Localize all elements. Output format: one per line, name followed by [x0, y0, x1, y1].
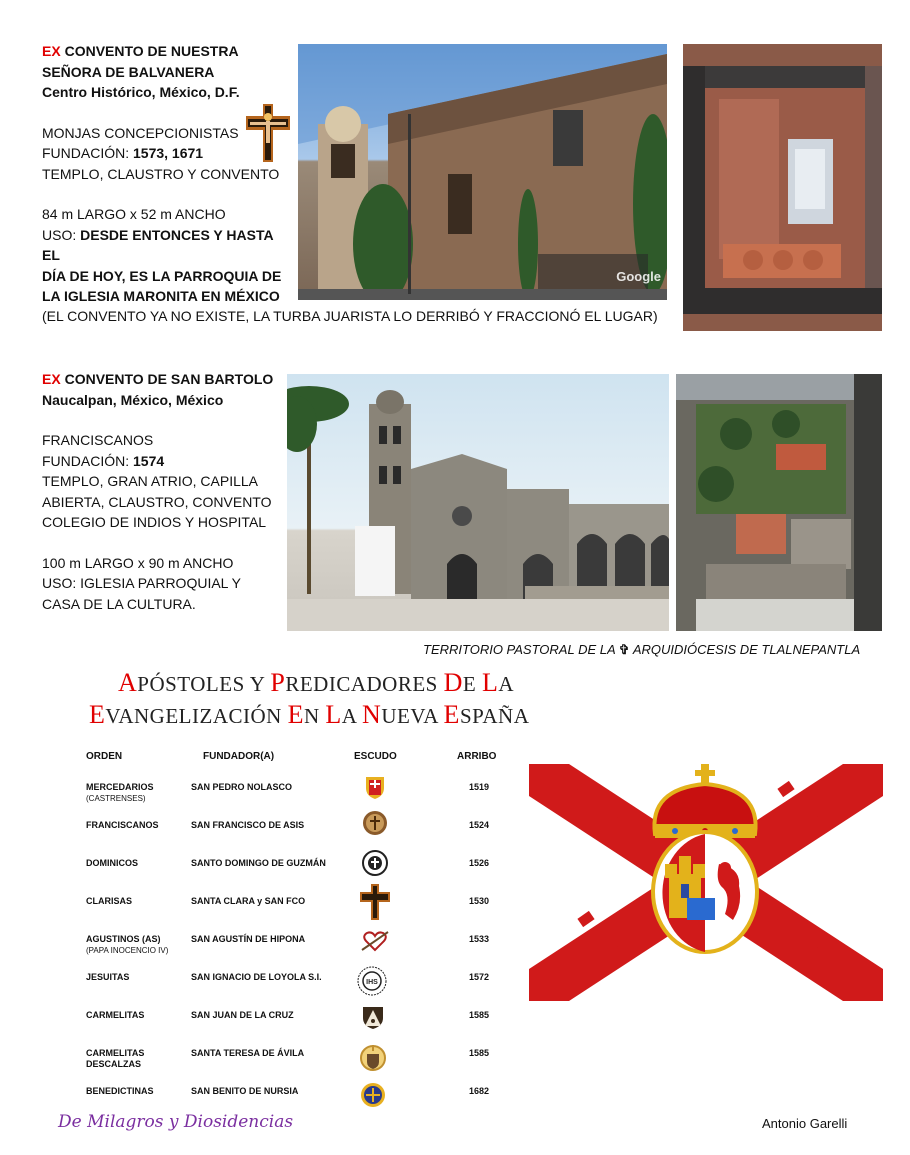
- table-row: [86, 1048, 144, 1070]
- drop-letter: E: [287, 700, 304, 729]
- fundador-cell: SANTO DOMINGO DE GUZMÁN: [191, 858, 326, 868]
- ex-prefix: EX: [42, 371, 61, 387]
- orden-cell: CARMELITAS: [86, 1010, 145, 1020]
- founding-value: 1573, 1671: [133, 145, 204, 161]
- google-watermark: Google: [616, 269, 661, 284]
- heading-word: SPAÑA: [459, 704, 530, 728]
- header-fundador: FUNDADOR(A): [203, 751, 275, 762]
- table-row: [86, 1010, 144, 1021]
- heading-word: N: [303, 704, 326, 728]
- heading-word: UEVA: [381, 704, 444, 728]
- arribo-cell: 1533: [469, 934, 490, 944]
- drop-letter: E: [443, 700, 460, 729]
- territory-after: ARQUIDIÓCESIS DE TLALNEPANTLA: [629, 642, 861, 657]
- use-label: USO:: [42, 226, 81, 243]
- carmelite-shield-icon: [360, 1004, 386, 1030]
- arribo-cell: 1585: [469, 1010, 490, 1020]
- fundador-cell: SANTA TERESA DE ÁVILA: [191, 1048, 305, 1058]
- section1-order: MONJAS CONCEPCIONISTAS: [42, 124, 239, 141]
- table-row: [86, 820, 159, 831]
- title-rest: CONVENTO DE SAN BARTOLO: [60, 371, 274, 387]
- use-line1: DESDE ENTONCES Y HASTA EL: [42, 226, 274, 263]
- drop-letter: D: [443, 668, 463, 697]
- section1-title-line2: SEÑORA DE BALVANERA: [42, 63, 215, 80]
- franciscan-seal-icon: [362, 810, 388, 836]
- drop-letter: L: [325, 700, 342, 729]
- section2-parts-line1: TEMPLO, GRAN ATRIO, CAPILLA: [42, 473, 259, 489]
- heading-word: E: [462, 672, 482, 696]
- arribo-cell: 1572: [469, 972, 490, 982]
- arribo-cell: 1526: [469, 858, 490, 868]
- fundador-cell: SAN BENITO DE NURSIA: [191, 1086, 299, 1096]
- arribo-cell: 1519: [469, 782, 490, 792]
- ex-prefix: EX: [42, 43, 61, 59]
- svg-text:IHS: IHS: [366, 979, 378, 986]
- orden-cell: BENEDICTINAS: [86, 1086, 154, 1096]
- heading-word: A: [498, 672, 515, 696]
- arribo-cell: 1524: [469, 820, 490, 830]
- header-arribo: ARRIBO: [457, 751, 497, 762]
- table-row: [86, 896, 132, 907]
- blog-signature: De Milagros y Diosidencias: [58, 1112, 294, 1132]
- orden-cell: DOMINICOS: [86, 858, 139, 868]
- balvanera-aerial-photo: [683, 44, 882, 331]
- heading-word: VANGELIZACIÓN: [105, 704, 288, 728]
- territory-before: TERRITORIO PASTORAL DE LA: [423, 642, 619, 657]
- fundador-cell: SAN JUAN DE LA CRUZ: [191, 1010, 294, 1020]
- drop-letter: A: [118, 668, 138, 697]
- heading-word: A: [341, 704, 363, 728]
- castile-leon-shield-icon: [653, 832, 757, 952]
- section1-parts: TEMPLO, CLAUSTRO Y CONVENTO: [42, 165, 280, 182]
- fundador-cell: SAN AGUSTÍN DE HIPONA: [191, 934, 306, 944]
- drop-letter: P: [270, 668, 286, 697]
- section1-location: Centro Histórico, México, D.F.: [42, 84, 240, 100]
- table-row: [86, 858, 138, 869]
- orden-cell: CLARISAS: [86, 896, 133, 906]
- arribo-cell: 1585: [469, 1048, 490, 1058]
- orden-sub: (CASTRENSES): [86, 794, 146, 803]
- benedictine-medal-icon: [360, 1082, 386, 1108]
- cross-of-burgundy-flag: [529, 764, 883, 1001]
- table-row: [86, 934, 168, 956]
- section2-use-line1: USO: IGLESIA PARROQUIAL Y: [42, 575, 241, 591]
- orden-sub: (PAPA INOCENCIO IV): [86, 946, 169, 955]
- drop-letter: N: [362, 700, 382, 729]
- orden-sub: DESCALZAS: [86, 1059, 142, 1069]
- section1-use-line3: LA IGLESIA MARONITA EN MÉXICO: [42, 288, 280, 304]
- fundador-cell: SAN IGNACIO DE LOYOLA S.I.: [191, 972, 322, 982]
- orden-cell: FRANCISCANOS: [86, 820, 159, 830]
- header-orden: ORDEN: [86, 751, 123, 762]
- jesuit-ihs-icon: [357, 966, 387, 996]
- orden-cell: MERCEDARIOS: [86, 782, 154, 792]
- section1-size: 84 m LARGO x 52 m ANCHO: [42, 206, 226, 222]
- section2-parts-line3: COLEGIO DE INDIOS Y HOSPITAL: [42, 514, 267, 530]
- table-row: [86, 972, 129, 983]
- augustinian-heart-icon: [360, 928, 390, 954]
- drop-letter: L: [481, 668, 499, 697]
- section2-parts-line2: ABIERTA, CLAUSTRO, CONVENTO: [42, 493, 272, 510]
- author-name: Antonio Garelli: [762, 1116, 848, 1131]
- title-rest: CONVENTO DE NUESTRA: [60, 43, 239, 59]
- fundador-cell: SAN PEDRO NOLASCO: [191, 782, 293, 792]
- header-escudo: ESCUDO: [354, 751, 397, 762]
- table-row: [86, 782, 154, 804]
- san-damiano-cross-icon: [360, 884, 390, 920]
- san-bartolo-aerial-photo: [676, 374, 882, 631]
- heading-word: REDICADORES: [285, 672, 444, 696]
- section2-size: 100 m LARGO x 90 m ANCHO: [42, 554, 234, 571]
- arribo-cell: 1682: [469, 1086, 490, 1096]
- dominican-seal-icon: [362, 850, 388, 876]
- orden-cell: JESUITAS: [86, 972, 130, 982]
- section2-use-line2: CASA DE LA CULTURA.: [42, 595, 196, 612]
- founding-label: FUNDACIÓN:: [42, 145, 133, 161]
- section1-use-line2: DÍA DE HOY, ES LA PARROQUIA DE: [42, 267, 282, 284]
- founding-label: FUNDACIÓN:: [42, 452, 133, 469]
- fundador-cell: SAN FRANCISCO DE ASIS: [191, 820, 305, 830]
- table-row: [86, 1086, 154, 1097]
- section1-note: (EL CONVENTO YA NO EXISTE, LA TURBA JUARISTA LO DERRIBÓ Y FRACCIONÓ EL LUGAR): [42, 308, 658, 324]
- founding-value: 1574: [133, 452, 165, 469]
- section2-order: FRANCISCANOS: [42, 432, 154, 448]
- orden-cell: AGUSTINOS (AS): [86, 934, 161, 944]
- heading-word: PÓSTOLES Y: [137, 672, 271, 696]
- cross-icon: ✞: [618, 642, 630, 657]
- mercedarian-shield-icon: [362, 774, 388, 800]
- discalced-carmelite-icon: [360, 1042, 386, 1074]
- section2-location: Naucalpan, México, México: [42, 391, 224, 408]
- fundador-cell: SANTA CLARA y SAN FCO: [191, 896, 306, 906]
- drop-letter: E: [89, 700, 106, 729]
- orden-cell: CARMELITAS: [86, 1048, 145, 1058]
- arribo-cell: 1530: [469, 896, 490, 906]
